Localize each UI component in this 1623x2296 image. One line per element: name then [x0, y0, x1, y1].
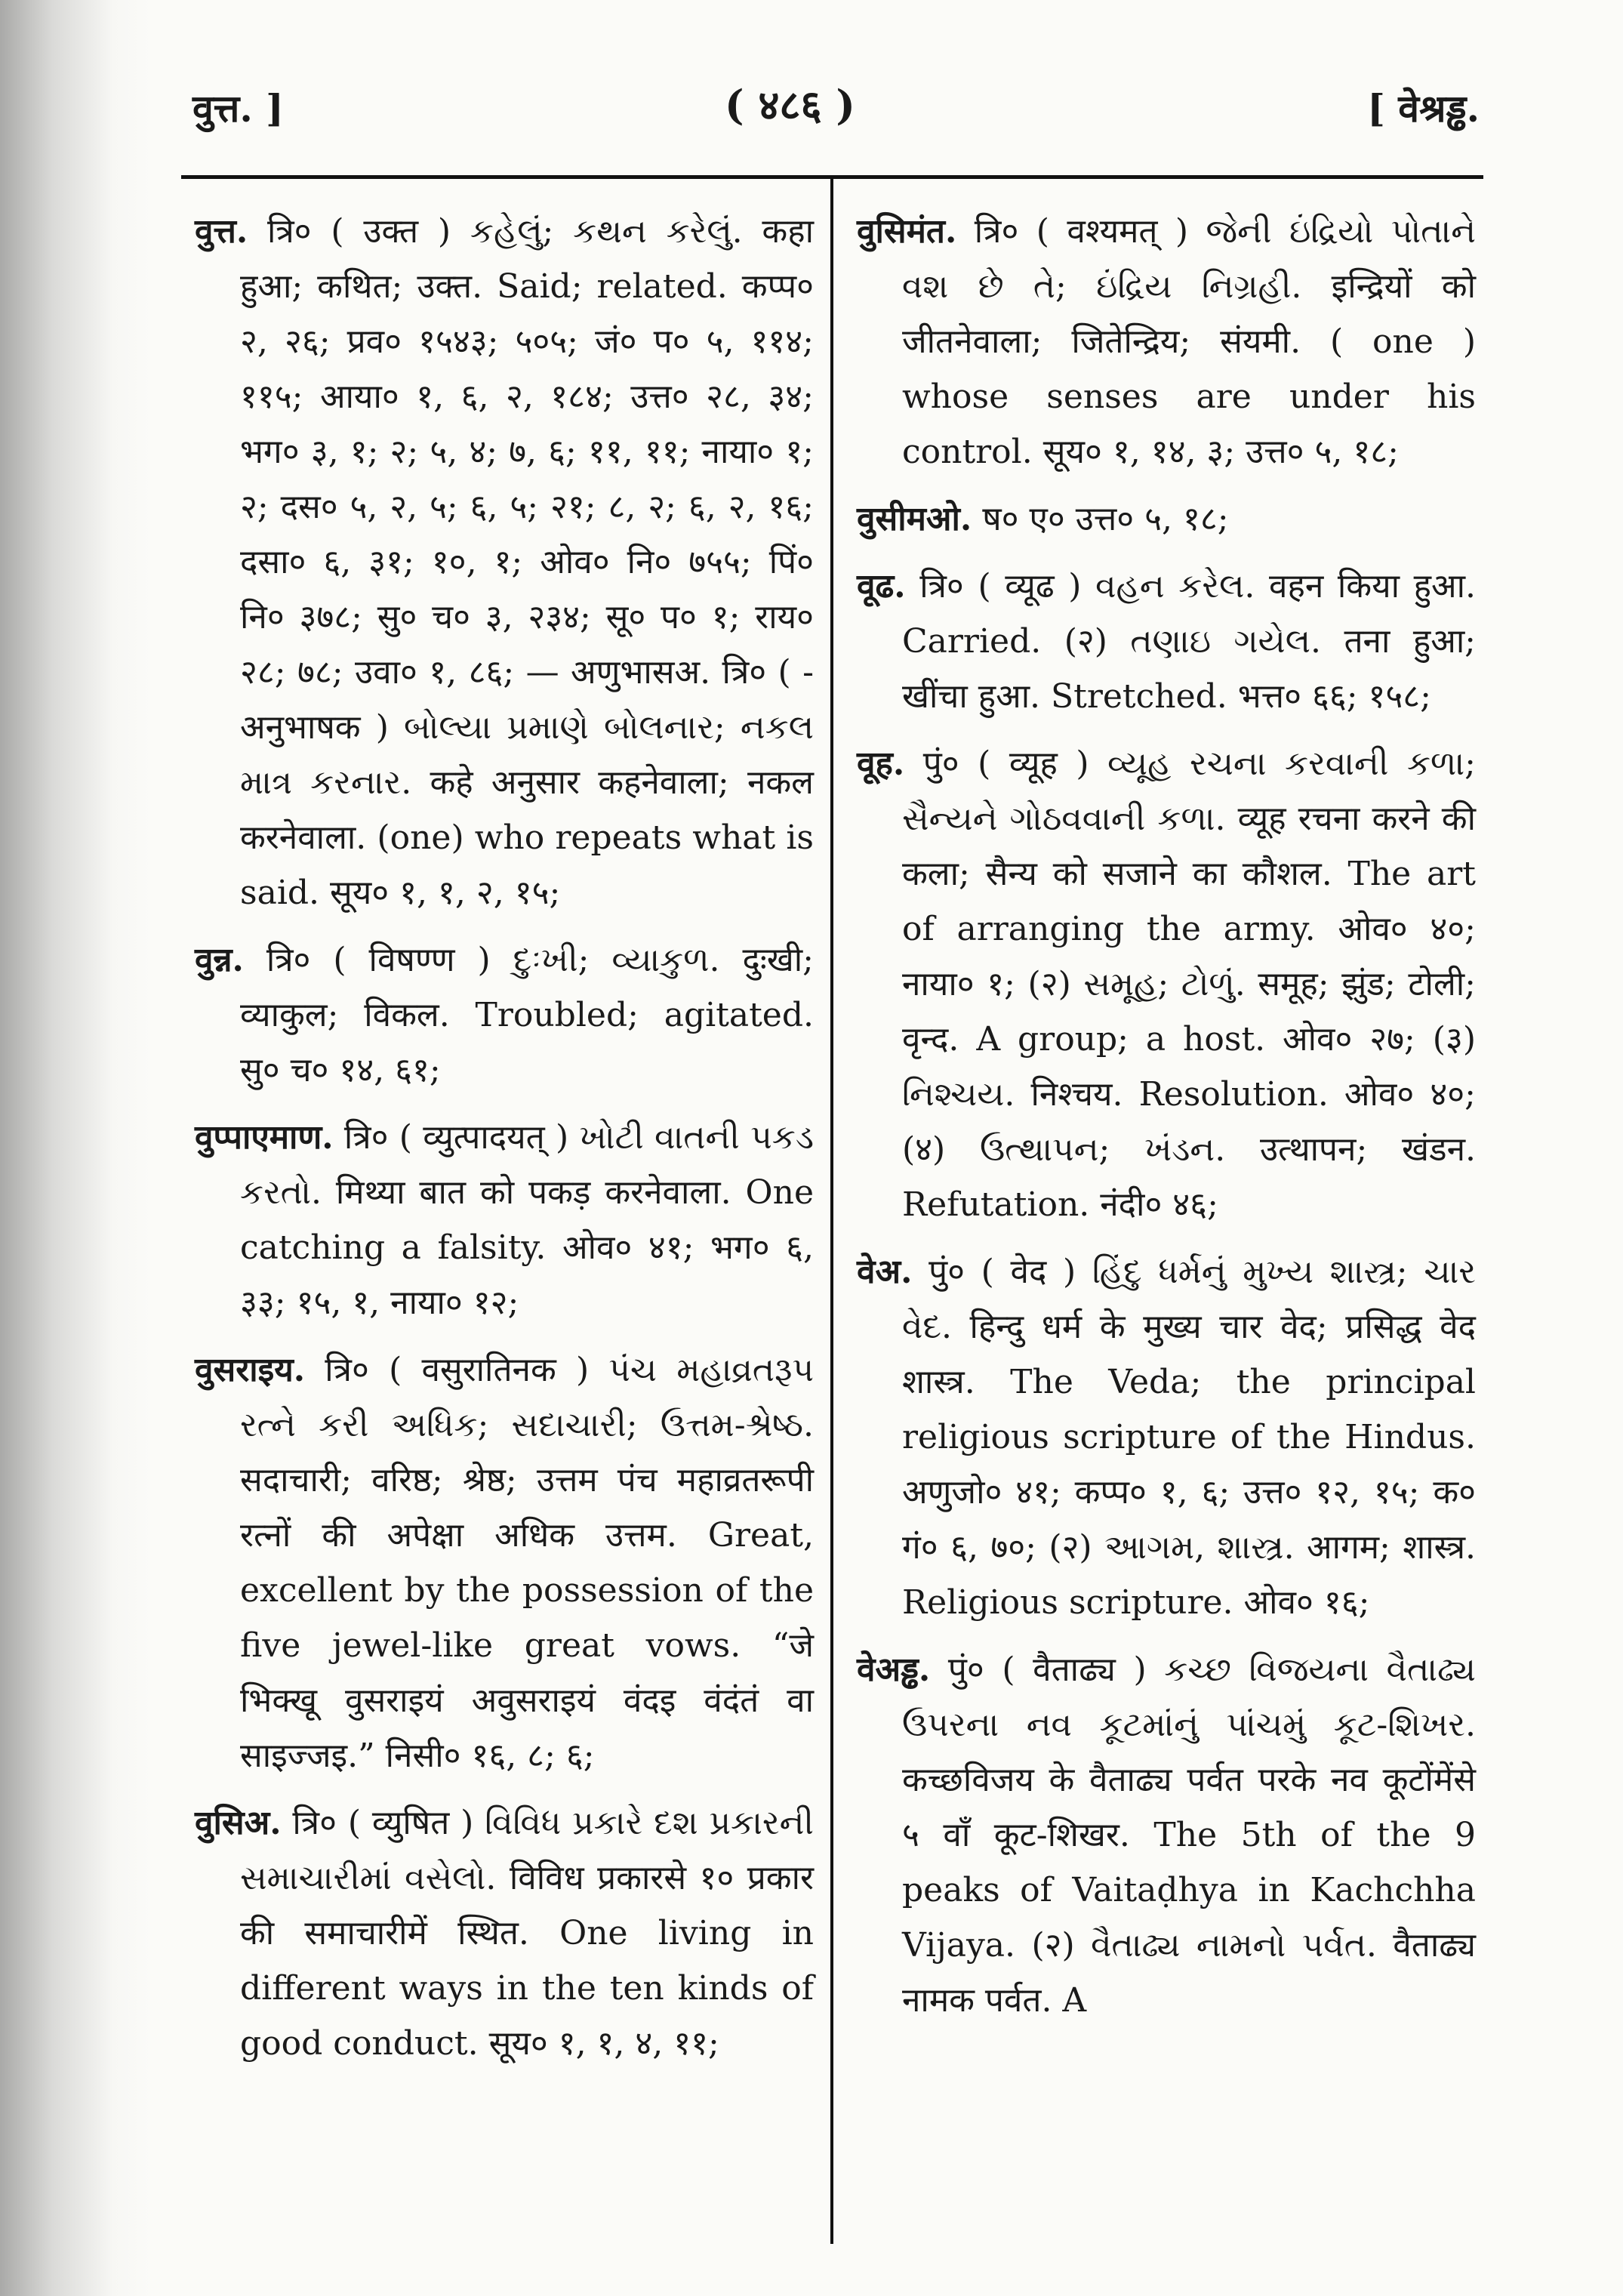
entry-body: त्रि० ( उक्त ) કહેલું; કથન કરેલું. कहा हुआ; कथित; उक्त. Said; related. कप्प० २, २६; प्रव० १५४३; ५०५; जं० प० ५, ११४; ११५; आया० १, ६, २, १८४; उत्त० २८, ३४; भग० ३, १; २; ५, ४; ७, ६; ११, ११; नाया० १; २; दस० ५, २, ५; ६, ५; २१; ८, २; ६, २, १६; दसा० ६, ३१; १०, १; ओव० नि० ७५५; पिं० नि० ३७८; सु० च० ३, २३४; सू० प० १; राय० २८; ७८; उवा० १, ८६; — अणुभासअ. त्रि० ( -अनुभाषक ) બોલ્યા પ્રમાણે બોલનાર; નકલ માત્ર કરનાર. कहे अनुसार कहनेवाला; नकल करनेवाला. (one) who repeats what is said. सूय० १, १, २, १५;: [240, 212, 814, 912]
entry-body: त्रि० ( व्युषित ) વિવિધ પ્રકારે દશ પ્રકારની સમાચારીમાં વસેલો. विविध प्रकारसे १० प्रकार की समाचारीमें स्थित. One living in different ways in the ten kinds of good conduct. सूय० १, १, ४, ११;: [240, 1804, 814, 2063]
entry-headword: वेअ.: [857, 1253, 913, 1291]
dictionary-entry: [857, 1642, 1476, 2028]
dictionary-entry: [195, 204, 814, 920]
entry-body: त्रि० ( विषण्ण ) દુઃખી; વ્યાકુળ. दुःखी; व्याकुल; विकल. Troubled; agitated. सु० च० १४, ६१;: [240, 941, 814, 1089]
entry-headword: वुसीमओ.: [857, 500, 972, 538]
left-column: [195, 204, 814, 2083]
dictionary-entry: [857, 492, 1476, 547]
entry-headword: वुसराइय.: [195, 1351, 306, 1389]
entry-body: ष० ए० उत्त० ५, १८;: [982, 500, 1229, 538]
page-number: ( ४८६ ): [725, 81, 855, 129]
entry-headword: वुत्त.: [195, 212, 248, 251]
entry-headword: वुन्न.: [195, 941, 244, 979]
entry-body: त्रि० ( व्यूढ ) વહન કરેલ. वहन किया हुआ. Carried. (२) તણાઇ ગયેલ. तना हुआ; खींचा हुआ. Stretched. भत्त० ६६; १५८;: [902, 567, 1476, 716]
entry-body: त्रि० ( व्युत्पादयत् ) ખોટી વાતની પકડ કરતો. मिथ्या बात को पकड़ करनेवाला. One catching a falsity. ओव० ४१; भग० ६, ३३; १५, १, नाया० १२;: [240, 1118, 814, 1322]
right-column: [857, 204, 1476, 2040]
entry-headword: वूढ.: [857, 567, 906, 606]
running-head-left: वुत्त. ]: [192, 86, 284, 131]
dictionary-entry: [857, 1244, 1476, 1630]
dictionary-entry: [195, 1342, 814, 1783]
entry-body: पुं० ( वैताढ्य ) કચ્છ વિજયના વૈતાઢ્ય ઉપરના નવ કૂટમાંનું પાંચમું કૂટ-શિખર. कच्छविजय के वैताढ्य पर्वत परके नव कूटोंमेंसे ५ वाँ कूट-शिखर. The 5th of the 9 peaks of Vaitaḍhya in Kachchha Vijaya. (२) વૈતાઢ્ય નામનો પર્વત. वैताढ्य नामक पर्वत. A: [902, 1650, 1476, 2020]
entry-body: पुं० ( वेद ) હિંદુ ધર્મનું મુખ્ય શાસ્ત્ર; ચાર વેદ. हिन्दु धर्म के मुख्य चार वेद; प्रसिद्ध वेद शास्त्र. The Veda; the principal religious scripture of the Hindus. अणुजो० ४१; कप्प० १, ६; उत्त० १२, १५; क० गं० ६, ७०; (२) આગમ, શાસ્ત્ર. आगम; शास्त्र. Religious scripture. ओव० १६;: [902, 1253, 1476, 1622]
dictionary-entry: [195, 932, 814, 1098]
dictionary-entry: [195, 1110, 814, 1330]
entry-headword: वूह.: [857, 744, 905, 783]
entry-body: त्रि० ( वसुरातिनक ) પંચ મહાવ્રતરૂપ રત્ને કરી અધિક; સદાચારી; ઉત્તમ-શ્રેષ્ઠ. सदाचारी; वरिष्ठ; श्रेष्ठ; उत्तम पंच महाव्रतरूपी रत्नों की अपेक्षा अधिक उत्तम. Great, excellent by the possession of the five jewel-like great vows. “जे भिक्खू वुसराइयं अवुसराइयं वंदइ वंदंतं वा साइज्जइ.” निसी० १६, ८; ६;: [240, 1351, 814, 1775]
entry-body: त्रि० ( वश्यमत् ) જેની ઇંદ્રિયો પોતાને વશ છે તે; ઇંદ્રિય નિગ્રહી. इन्द्रियों को जीतनेवाला; जितेन्द्रिय; संयमी. ( one ) whose senses are under his control. सूय० १, १४, ३; उत्त० ५, १८;: [902, 212, 1476, 471]
running-head-right: [ वेश्रड्ढ.: [1367, 86, 1480, 131]
entry-headword: वुप्पाएमाण.: [195, 1118, 334, 1157]
dictionary-entry: [195, 1795, 814, 2071]
entry-headword: वुसिअ.: [195, 1804, 282, 1842]
entry-headword: वेअड्ढ.: [857, 1650, 931, 1689]
entry-body: पुं० ( व्यूह ) વ્યૂહ રચના કરવાની કળા; સૈન્યને ગોઠવવાની કળા. व्यूह रचना करने की कला; सैन्य को सजाने का कौशल. The art of arranging the army. ओव० ४०; नाया० १; (२) સમૂહ; ટોળું. समूह; झुंड; टोली; वृन्द. A group; a host. ओव० २७; (३) નિશ્ચય. निश्चय. Resolution. ओव० ४०; (४) ઉત્થાપન; ખંડન. उत्थापन; खंडन. Refutation. नंदी० ४६;: [902, 744, 1476, 1224]
dictionary-entry: [857, 559, 1476, 724]
page-edge-shadow: [0, 0, 151, 2296]
dictionary-entry: [857, 736, 1476, 1232]
dictionary-entry: [857, 204, 1476, 479]
entry-headword: वुसिमंत.: [857, 212, 957, 251]
column-divider: [830, 175, 833, 2244]
